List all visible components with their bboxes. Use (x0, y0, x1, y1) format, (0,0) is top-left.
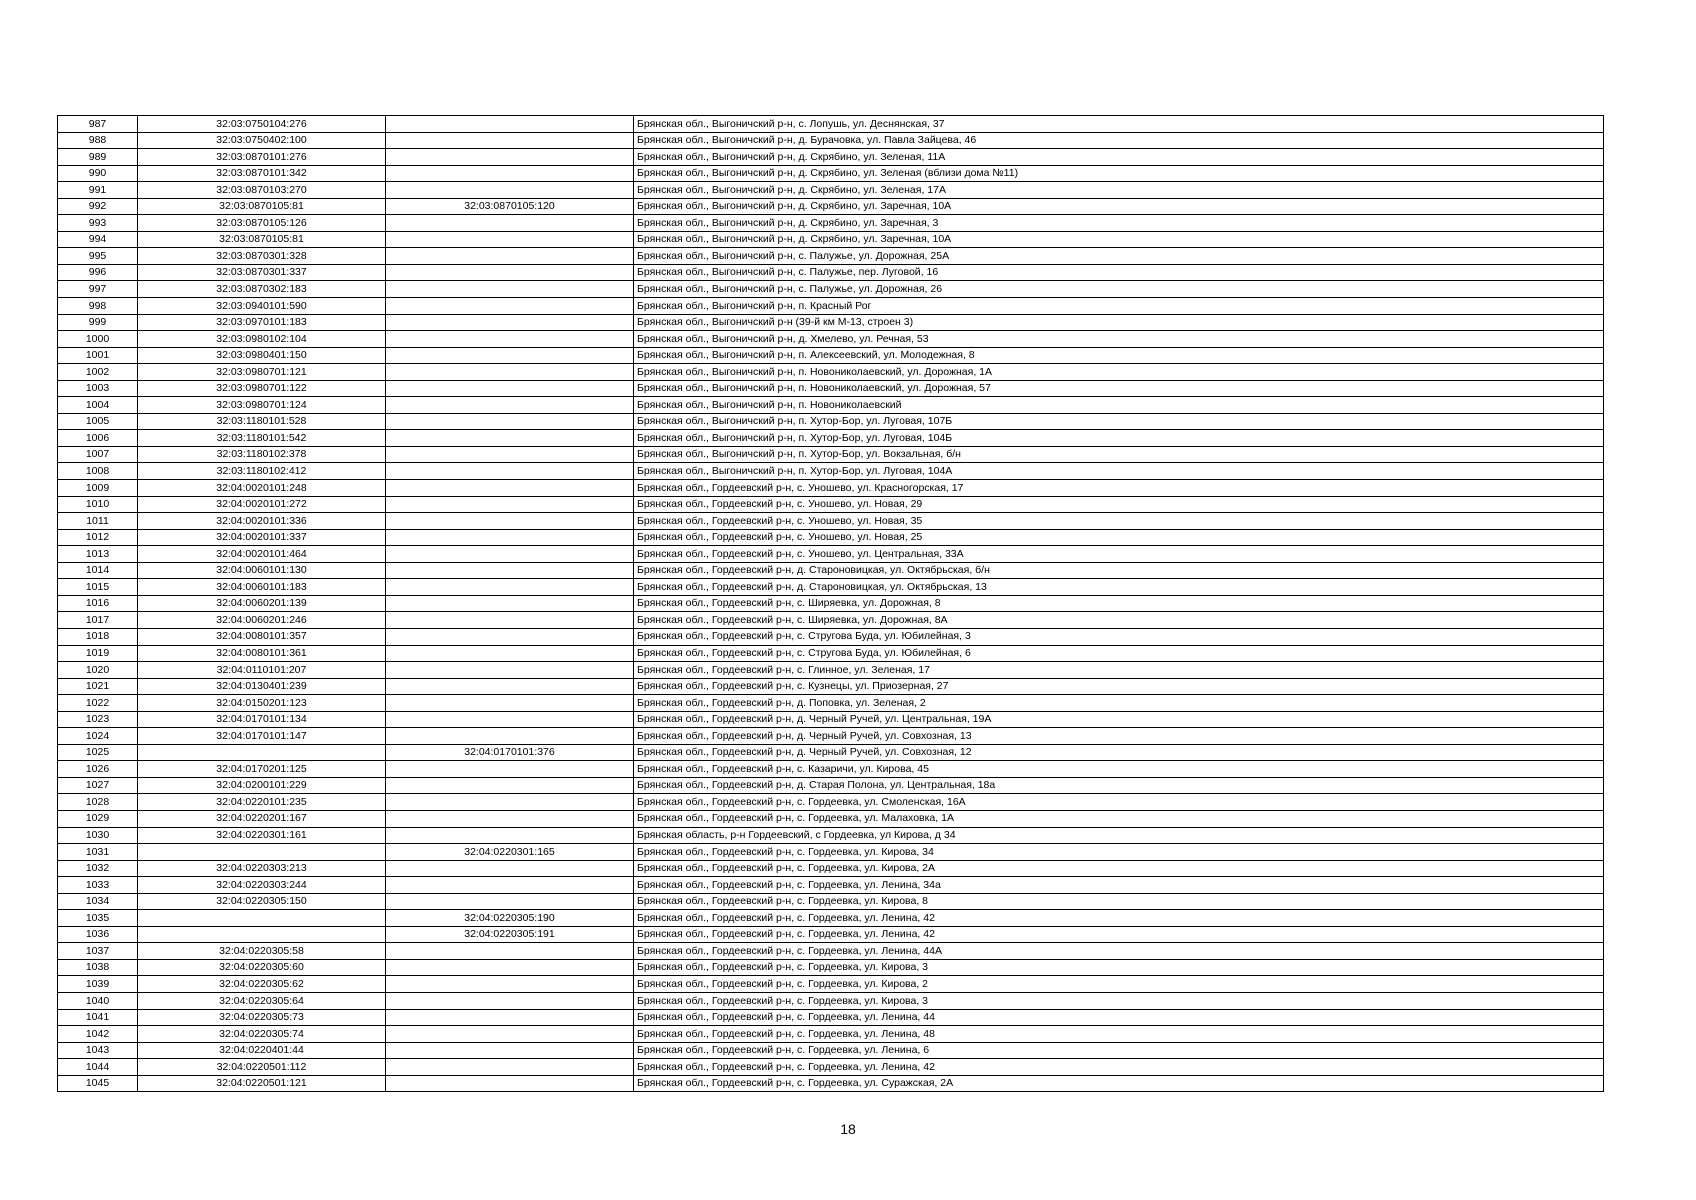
row-number-cell: 999 (58, 314, 138, 331)
table-row (58, 612, 1604, 629)
cadastral-number-secondary-cell (386, 298, 634, 315)
cadastral-number-secondary-cell (386, 231, 634, 248)
row-number-cell: 987 (58, 116, 138, 133)
cadastral-number-secondary-cell (386, 959, 634, 976)
table-row (58, 132, 1604, 149)
cadastral-number-cell: 32:03:1180102:378 (138, 446, 386, 463)
row-number-cell: 1012 (58, 529, 138, 546)
cadastral-number-cell: 32:04:0170101:134 (138, 711, 386, 728)
cadastral-number-secondary-cell (386, 645, 634, 662)
table-row (58, 761, 1604, 778)
address-cell: Брянская обл., Выгоничский р-н, д. Скрябино, ул. Заречная, 10А (634, 198, 1604, 215)
address-cell: Брянская обл., Выгоничский р-н, д. Скрябино, ул. Зеленая, 11А (634, 149, 1604, 166)
cadastral-number-cell: 32:03:0870101:276 (138, 149, 386, 166)
cadastral-number-cell: 32:04:0060101:130 (138, 562, 386, 579)
table-row (58, 827, 1604, 844)
cadastral-number-cell: 32:04:0080101:357 (138, 628, 386, 645)
cadastral-number-secondary-cell (386, 678, 634, 695)
cadastral-number-cell: 32:04:0220201:167 (138, 810, 386, 827)
cadastral-number-secondary-cell: 32:04:0220305:191 (386, 926, 634, 943)
table-row (58, 281, 1604, 298)
row-number-cell: 1004 (58, 397, 138, 414)
table-row (58, 645, 1604, 662)
cadastral-number-secondary-cell (386, 595, 634, 612)
cadastral-number-secondary-cell (386, 877, 634, 894)
cadastral-number-secondary-cell (386, 215, 634, 232)
cadastral-number-cell: 32:03:0980102:104 (138, 331, 386, 348)
address-cell: Брянская обл., Гордеевский р-н, с. Гордеевка, ул. Кирова, 3 (634, 992, 1604, 1009)
address-cell: Брянская обл., Выгоничский р-н, д. Скрябино, ул. Зеленая, 17А (634, 182, 1604, 199)
table-row (58, 248, 1604, 265)
address-cell: Брянская обл., Выгоничский р-н, д. Скрябино, ул. Заречная, 3 (634, 215, 1604, 232)
cadastral-number-cell: 32:04:0220401:44 (138, 1042, 386, 1059)
table-row (58, 1042, 1604, 1059)
table-row (58, 1075, 1604, 1092)
cadastral-number-cell: 32:03:1180101:528 (138, 413, 386, 430)
row-number-cell: 1029 (58, 810, 138, 827)
address-cell: Брянская обл., Гордеевский р-н, с. Уношево, ул. Новая, 29 (634, 496, 1604, 513)
cadastral-number-cell: 32:03:0980401:150 (138, 347, 386, 364)
cadastral-number-secondary-cell (386, 165, 634, 182)
row-number-cell: 1016 (58, 595, 138, 612)
address-cell: Брянская обл., Выгоничский р-н, п. Новониколаевский (634, 397, 1604, 414)
row-number-cell: 1027 (58, 777, 138, 794)
table-row (58, 397, 1604, 414)
cadastral-number-cell: 32:04:0170201:125 (138, 761, 386, 778)
registry-table (57, 115, 1604, 1092)
row-number-cell: 1024 (58, 728, 138, 745)
cadastral-number-secondary-cell (386, 463, 634, 480)
address-cell: Брянская обл., Гордеевский р-н, с. Гордеевка, ул. Ленина, 48 (634, 1026, 1604, 1043)
cadastral-number-cell (138, 744, 386, 761)
row-number-cell: 1018 (58, 628, 138, 645)
cadastral-number-secondary-cell (386, 628, 634, 645)
table-row (58, 314, 1604, 331)
table-row (58, 926, 1604, 943)
address-cell: Брянская обл., Гордеевский р-н, с. Ширяевка, ул. Дорожная, 8А (634, 612, 1604, 629)
address-cell: Брянская обл., Гордеевский р-н, с. Ширяевка, ул. Дорожная, 8 (634, 595, 1604, 612)
cadastral-number-secondary-cell: 32:04:0220301:165 (386, 844, 634, 861)
table-row (58, 860, 1604, 877)
cadastral-number-cell: 32:04:0020101:248 (138, 480, 386, 497)
address-cell: Брянская обл., Гордеевский р-н, с. Гордеевка, ул. Ленина, 42 (634, 926, 1604, 943)
table-row (58, 794, 1604, 811)
cadastral-number-secondary-cell (386, 827, 634, 844)
table-row (58, 711, 1604, 728)
cadastral-number-secondary-cell (386, 182, 634, 199)
address-cell: Брянская обл., Выгоничский р-н, с. Палужье, пер. Луговой, 16 (634, 264, 1604, 281)
cadastral-number-cell: 32:04:0020101:336 (138, 513, 386, 530)
cadastral-number-cell: 32:03:0870101:342 (138, 165, 386, 182)
row-number-cell: 1022 (58, 695, 138, 712)
address-cell: Брянская обл., Гордеевский р-н, с. Гордеевка, ул. Малаховка, 1А (634, 810, 1604, 827)
address-cell: Брянская обл., Гордеевский р-н, с. Гордеевка, ул. Суражская, 2А (634, 1075, 1604, 1092)
table-row (58, 910, 1604, 927)
cadastral-number-cell: 32:04:0220303:244 (138, 877, 386, 894)
table-row (58, 628, 1604, 645)
address-cell: Брянская обл., Гордеевский р-н, с. Уношево, ул. Новая, 25 (634, 529, 1604, 546)
address-cell: Брянская обл., Выгоничский р-н, с. Лопушь, ул. Деснянская, 37 (634, 116, 1604, 133)
row-number-cell: 993 (58, 215, 138, 232)
row-number-cell: 1036 (58, 926, 138, 943)
cadastral-number-cell: 32:04:0220305:62 (138, 976, 386, 993)
cadastral-number-cell: 32:04:0220501:112 (138, 1059, 386, 1076)
cadastral-number-cell: 32:04:0150201:123 (138, 695, 386, 712)
cadastral-number-secondary-cell (386, 380, 634, 397)
row-number-cell: 1000 (58, 331, 138, 348)
cadastral-number-cell: 32:04:0220305:74 (138, 1026, 386, 1043)
cadastral-number-secondary-cell (386, 893, 634, 910)
row-number-cell: 1041 (58, 1009, 138, 1026)
row-number-cell: 1044 (58, 1059, 138, 1076)
cadastral-number-secondary-cell (386, 496, 634, 513)
address-cell: Брянская обл., Выгоничский р-н, п. Хутор-Бор, ул. Луговая, 104А (634, 463, 1604, 480)
address-cell: Брянская обл., Гордеевский р-н, д. Поповка, ул. Зеленая, 2 (634, 695, 1604, 712)
cadastral-number-secondary-cell (386, 314, 634, 331)
cadastral-number-secondary-cell (386, 529, 634, 546)
cadastral-number-secondary-cell (386, 149, 634, 166)
table-row (58, 364, 1604, 381)
cadastral-number-secondary-cell (386, 430, 634, 447)
cadastral-number-secondary-cell (386, 1026, 634, 1043)
table-row (58, 695, 1604, 712)
registry-table-body (58, 116, 1604, 1092)
cadastral-number-cell: 32:03:0870105:81 (138, 198, 386, 215)
cadastral-number-secondary-cell (386, 480, 634, 497)
address-cell: Брянская обл., Гордеевский р-н, с. Гордеевка, ул. Кирова, 8 (634, 893, 1604, 910)
cadastral-number-cell: 32:04:0220303:213 (138, 860, 386, 877)
cadastral-number-cell: 32:03:0750402:100 (138, 132, 386, 149)
cadastral-number-cell: 32:04:0220305:150 (138, 893, 386, 910)
cadastral-number-secondary-cell (386, 1075, 634, 1092)
cadastral-number-secondary-cell (386, 132, 634, 149)
row-number-cell: 994 (58, 231, 138, 248)
table-row (58, 496, 1604, 513)
table-row (58, 662, 1604, 679)
row-number-cell: 997 (58, 281, 138, 298)
table-row (58, 877, 1604, 894)
cadastral-number-secondary-cell (386, 364, 634, 381)
table-row (58, 198, 1604, 215)
address-cell: Брянская обл., Гордеевский р-н, с. Уношево, ул. Новая, 35 (634, 513, 1604, 530)
cadastral-number-secondary-cell (386, 1009, 634, 1026)
row-number-cell: 1045 (58, 1075, 138, 1092)
cadastral-number-cell: 32:03:0970101:183 (138, 314, 386, 331)
cadastral-number-cell: 32:04:0220305:64 (138, 992, 386, 1009)
address-cell: Брянская обл., Гордеевский р-н, д. Черный Ручей, ул. Совхозная, 12 (634, 744, 1604, 761)
address-cell: Брянская обл., Выгоничский р-н, п. Новониколаевский, ул. Дорожная, 1А (634, 364, 1604, 381)
page-number: 18 (840, 1121, 856, 1137)
address-cell: Брянская обл., Выгоничский р-н, с. Палужье, ул. Дорожная, 26 (634, 281, 1604, 298)
cadastral-number-cell: 32:03:0870302:183 (138, 281, 386, 298)
table-row (58, 744, 1604, 761)
table-row (58, 463, 1604, 480)
address-cell: Брянская обл., Гордеевский р-н, с. Глинное, ул. Зеленая, 17 (634, 662, 1604, 679)
cadastral-number-secondary-cell: 32:03:0870105:120 (386, 198, 634, 215)
cadastral-number-cell: 32:04:0060201:246 (138, 612, 386, 629)
table-row (58, 992, 1604, 1009)
cadastral-number-secondary-cell (386, 662, 634, 679)
table-row (58, 959, 1604, 976)
row-number-cell: 988 (58, 132, 138, 149)
table-row (58, 165, 1604, 182)
row-number-cell: 1011 (58, 513, 138, 530)
row-number-cell: 1023 (58, 711, 138, 728)
table-row (58, 380, 1604, 397)
cadastral-number-cell (138, 926, 386, 943)
row-number-cell: 1032 (58, 860, 138, 877)
cadastral-number-cell: 32:03:1180101:542 (138, 430, 386, 447)
cadastral-number-secondary-cell (386, 943, 634, 960)
address-cell: Брянская обл., Выгоничский р-н (39-й км М-13, строен 3) (634, 314, 1604, 331)
cadastral-number-secondary-cell (386, 860, 634, 877)
address-cell: Брянская обл., Гордеевский р-н, с. Гордеевка, ул. Ленина, 6 (634, 1042, 1604, 1059)
cadastral-number-secondary-cell (386, 347, 634, 364)
row-number-cell: 1031 (58, 844, 138, 861)
row-number-cell: 1009 (58, 480, 138, 497)
cadastral-number-cell: 32:04:0110101:207 (138, 662, 386, 679)
cadastral-number-cell: 32:04:0060201:139 (138, 595, 386, 612)
row-number-cell: 1006 (58, 430, 138, 447)
table-row (58, 893, 1604, 910)
cadastral-number-cell: 32:04:0220305:58 (138, 943, 386, 960)
row-number-cell: 1013 (58, 546, 138, 563)
address-cell: Брянская обл., Выгоничский р-н, д. Хмелево, ул. Речная, 53 (634, 331, 1604, 348)
address-cell: Брянская обл., Выгоничский р-н, п. Красный Рог (634, 298, 1604, 315)
cadastral-number-cell: 32:03:0980701:122 (138, 380, 386, 397)
row-number-cell: 989 (58, 149, 138, 166)
table-row (58, 149, 1604, 166)
row-number-cell: 1040 (58, 992, 138, 1009)
address-cell: Брянская обл., Гордеевский р-н, с. Стругова Буда, ул. Юбилейная, 3 (634, 628, 1604, 645)
row-number-cell: 1002 (58, 364, 138, 381)
row-number-cell: 1014 (58, 562, 138, 579)
row-number-cell: 998 (58, 298, 138, 315)
address-cell: Брянская область, р-н Гордеевский, с Гордеевка, ул Кирова, д 34 (634, 827, 1604, 844)
cadastral-number-cell: 32:04:0220501:121 (138, 1075, 386, 1092)
cadastral-number-secondary-cell: 32:04:0170101:376 (386, 744, 634, 761)
table-row (58, 231, 1604, 248)
cadastral-number-cell: 32:03:0870301:337 (138, 264, 386, 281)
address-cell: Брянская обл., Выгоничский р-н, п. Алексеевский, ул. Молодежная, 8 (634, 347, 1604, 364)
address-cell: Брянская обл., Гордеевский р-н, с. Гордеевка, ул. Кирова, 3 (634, 959, 1604, 976)
address-cell: Брянская обл., Выгоничский р-н, д. Скрябино, ул. Заречная, 10А (634, 231, 1604, 248)
cadastral-number-cell: 32:03:0870103:270 (138, 182, 386, 199)
row-number-cell: 1037 (58, 943, 138, 960)
cadastral-number-cell: 32:04:0020101:272 (138, 496, 386, 513)
row-number-cell: 992 (58, 198, 138, 215)
table-row (58, 264, 1604, 281)
cadastral-number-secondary-cell (386, 728, 634, 745)
table-row (58, 943, 1604, 960)
cadastral-number-cell: 32:03:0980701:121 (138, 364, 386, 381)
row-number-cell: 1020 (58, 662, 138, 679)
cadastral-number-cell: 32:03:0870105:81 (138, 231, 386, 248)
table-row (58, 562, 1604, 579)
address-cell: Брянская обл., Выгоничский р-н, д. Бурачовка, ул. Павла Зайцева, 46 (634, 132, 1604, 149)
cadastral-number-cell: 32:03:0870105:126 (138, 215, 386, 232)
cadastral-number-cell: 32:04:0170101:147 (138, 728, 386, 745)
table-row (58, 678, 1604, 695)
cadastral-number-secondary-cell (386, 761, 634, 778)
cadastral-number-cell: 32:03:1180102:412 (138, 463, 386, 480)
cadastral-number-secondary-cell (386, 397, 634, 414)
address-cell: Брянская обл., Гордеевский р-н, д. Черный Ручей, ул. Центральная, 19А (634, 711, 1604, 728)
cadastral-number-secondary-cell (386, 446, 634, 463)
cadastral-number-cell: 32:03:0750104:276 (138, 116, 386, 133)
cadastral-number-secondary-cell (386, 264, 634, 281)
cadastral-number-cell: 32:04:0130401:239 (138, 678, 386, 695)
address-cell: Брянская обл., Гордеевский р-н, с. Казаричи, ул. Кирова, 45 (634, 761, 1604, 778)
row-number-cell: 1030 (58, 827, 138, 844)
row-number-cell: 1010 (58, 496, 138, 513)
table-row (58, 579, 1604, 596)
address-cell: Брянская обл., Гордеевский р-н, с. Уношево, ул. Красногорская, 17 (634, 480, 1604, 497)
cadastral-number-cell: 32:04:0080101:361 (138, 645, 386, 662)
row-number-cell: 996 (58, 264, 138, 281)
row-number-cell: 1039 (58, 976, 138, 993)
address-cell: Брянская обл., Гордеевский р-н, с. Стругова Буда, ул. Юбилейная, 6 (634, 645, 1604, 662)
cadastral-number-cell: 32:04:0060101:183 (138, 579, 386, 596)
address-cell: Брянская обл., Гордеевский р-н, с. Уношево, ул. Центральная, 33А (634, 546, 1604, 563)
address-cell: Брянская обл., Выгоничский р-н, с. Палужье, ул. Дорожная, 25А (634, 248, 1604, 265)
row-number-cell: 1003 (58, 380, 138, 397)
address-cell: Брянская обл., Гордеевский р-н, с. Гордеевка, ул. Ленина, 42 (634, 910, 1604, 927)
table-row (58, 777, 1604, 794)
table-row (58, 844, 1604, 861)
address-cell: Брянская обл., Гордеевский р-н, д. Старая Полона, ул. Центральная, 18а (634, 777, 1604, 794)
table-row (58, 215, 1604, 232)
row-number-cell: 1005 (58, 413, 138, 430)
row-number-cell: 1025 (58, 744, 138, 761)
cadastral-number-secondary-cell (386, 810, 634, 827)
row-number-cell: 1017 (58, 612, 138, 629)
table-row (58, 1026, 1604, 1043)
row-number-cell: 1033 (58, 877, 138, 894)
cadastral-number-cell: 32:04:0220301:161 (138, 827, 386, 844)
table-row (58, 430, 1604, 447)
row-number-cell: 991 (58, 182, 138, 199)
address-cell: Брянская обл., Гордеевский р-н, д. Староновицкая, ул. Октябрьская, 13 (634, 579, 1604, 596)
cadastral-number-secondary-cell (386, 579, 634, 596)
table-row (58, 480, 1604, 497)
row-number-cell: 1001 (58, 347, 138, 364)
row-number-cell: 1043 (58, 1042, 138, 1059)
row-number-cell: 990 (58, 165, 138, 182)
address-cell: Брянская обл., Гордеевский р-н, с. Гордеевка, ул. Ленина, 44 (634, 1009, 1604, 1026)
address-cell: Брянская обл., Гордеевский р-н, с. Кузнецы, ул. Приозерная, 27 (634, 678, 1604, 695)
address-cell: Брянская обл., Выгоничский р-н, п. Хутор-Бор, ул. Луговая, 104Б (634, 430, 1604, 447)
cadastral-number-cell (138, 910, 386, 927)
address-cell: Брянская обл., Гордеевский р-н, д. Черный Ручей, ул. Совхозная, 13 (634, 728, 1604, 745)
table-row (58, 529, 1604, 546)
cadastral-number-secondary-cell (386, 612, 634, 629)
address-cell: Брянская обл., Выгоничский р-н, п. Хутор-Бор, ул. Вокзальная, б/н (634, 446, 1604, 463)
cadastral-number-cell: 32:04:0200101:229 (138, 777, 386, 794)
row-number-cell: 995 (58, 248, 138, 265)
table-row (58, 976, 1604, 993)
address-cell: Брянская обл., Гордеевский р-н, с. Гордеевка, ул. Ленина, 42 (634, 1059, 1604, 1076)
cadastral-number-secondary-cell (386, 116, 634, 133)
cadastral-number-secondary-cell: 32:04:0220305:190 (386, 910, 634, 927)
cadastral-number-secondary-cell (386, 711, 634, 728)
table-row (58, 595, 1604, 612)
row-number-cell: 1034 (58, 893, 138, 910)
table-row (58, 546, 1604, 563)
cadastral-number-cell: 32:04:0020101:464 (138, 546, 386, 563)
table-row (58, 116, 1604, 133)
cadastral-number-cell: 32:03:0980701:124 (138, 397, 386, 414)
address-cell: Брянская обл., Гордеевский р-н, с. Гордеевка, ул. Смоленская, 16А (634, 794, 1604, 811)
row-number-cell: 1038 (58, 959, 138, 976)
address-cell: Брянская обл., Выгоничский р-н, п. Хутор-Бор, ул. Луговая, 107Б (634, 413, 1604, 430)
table-row (58, 513, 1604, 530)
cadastral-number-secondary-cell (386, 695, 634, 712)
cadastral-number-secondary-cell (386, 794, 634, 811)
cadastral-number-secondary-cell (386, 1059, 634, 1076)
cadastral-number-secondary-cell (386, 513, 634, 530)
cadastral-number-cell: 32:04:0220305:73 (138, 1009, 386, 1026)
table-row (58, 182, 1604, 199)
cadastral-number-secondary-cell (386, 331, 634, 348)
table-row (58, 1059, 1604, 1076)
address-cell: Брянская обл., Гордеевский р-н, с. Гордеевка, ул. Кирова, 2А (634, 860, 1604, 877)
cadastral-number-secondary-cell (386, 976, 634, 993)
cadastral-number-cell: 32:04:0220305:60 (138, 959, 386, 976)
address-cell: Брянская обл., Гордеевский р-н, с. Гордеевка, ул. Кирова, 34 (634, 844, 1604, 861)
row-number-cell: 1007 (58, 446, 138, 463)
row-number-cell: 1028 (58, 794, 138, 811)
table-row (58, 413, 1604, 430)
address-cell: Брянская обл., Выгоничский р-н, п. Новониколаевский, ул. Дорожная, 57 (634, 380, 1604, 397)
table-row (58, 446, 1604, 463)
table-row (58, 1009, 1604, 1026)
cadastral-number-secondary-cell (386, 1042, 634, 1059)
cadastral-number-cell: 32:03:0940101:590 (138, 298, 386, 315)
row-number-cell: 1021 (58, 678, 138, 695)
row-number-cell: 1035 (58, 910, 138, 927)
row-number-cell: 1026 (58, 761, 138, 778)
cadastral-number-secondary-cell (386, 562, 634, 579)
cadastral-number-secondary-cell (386, 281, 634, 298)
cadastral-number-secondary-cell (386, 248, 634, 265)
table-row (58, 331, 1604, 348)
row-number-cell: 1015 (58, 579, 138, 596)
table-row (58, 810, 1604, 827)
cadastral-number-secondary-cell (386, 413, 634, 430)
cadastral-number-cell: 32:03:0870301:328 (138, 248, 386, 265)
address-cell: Брянская обл., Гордеевский р-н, с. Гордеевка, ул. Ленина, 34а (634, 877, 1604, 894)
row-number-cell: 1008 (58, 463, 138, 480)
address-cell: Брянская обл., Гордеевский р-н, с. Гордеевка, ул. Ленина, 44А (634, 943, 1604, 960)
row-number-cell: 1042 (58, 1026, 138, 1043)
table-row (58, 298, 1604, 315)
cadastral-number-secondary-cell (386, 992, 634, 1009)
address-cell: Брянская обл., Выгоничский р-н, д. Скрябино, ул. Зеленая (вблизи дома №11) (634, 165, 1604, 182)
cadastral-number-secondary-cell (386, 546, 634, 563)
table-row (58, 728, 1604, 745)
cadastral-number-cell: 32:04:0020101:337 (138, 529, 386, 546)
cadastral-number-cell (138, 844, 386, 861)
cadastral-number-cell: 32:04:0220101:235 (138, 794, 386, 811)
row-number-cell: 1019 (58, 645, 138, 662)
address-cell: Брянская обл., Гордеевский р-н, с. Гордеевка, ул. Кирова, 2 (634, 976, 1604, 993)
table-row (58, 347, 1604, 364)
address-cell: Брянская обл., Гордеевский р-н, д. Староновицкая, ул. Октябрьская, б/н (634, 562, 1604, 579)
cadastral-number-secondary-cell (386, 777, 634, 794)
